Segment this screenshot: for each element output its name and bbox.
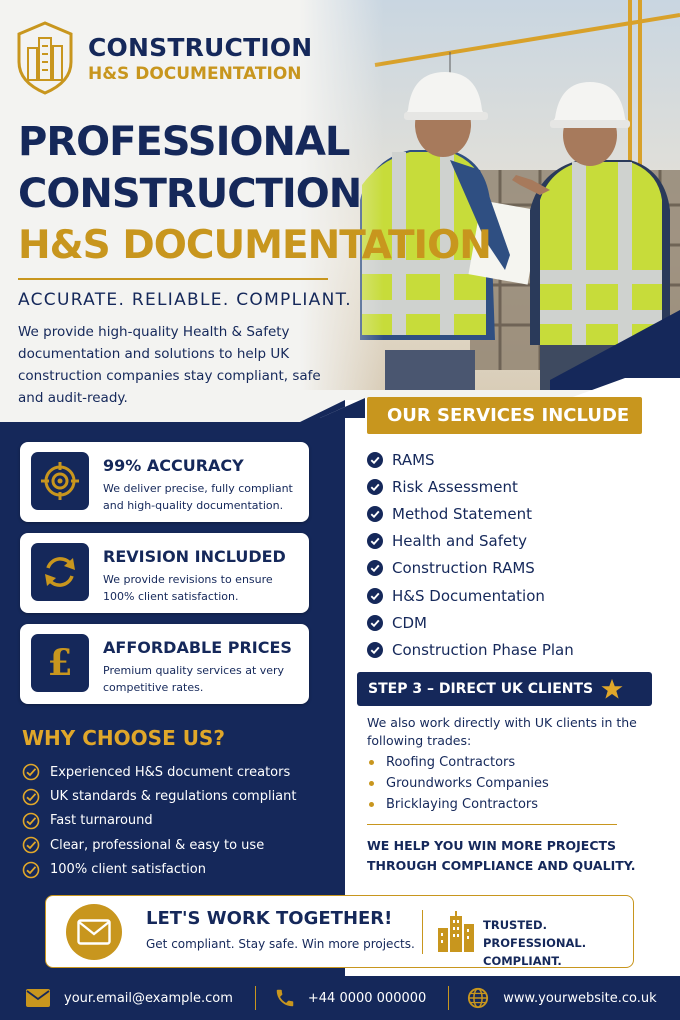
feature-desc: Premium quality services at very competitive rates.: [103, 664, 285, 694]
list-item: Health and Safety: [367, 528, 574, 555]
divider: [18, 278, 328, 280]
step-description: We also work directly with UK clients in the following trades:: [367, 715, 637, 748]
footer: [0, 976, 680, 1020]
envelope-icon: [26, 989, 50, 1007]
shield-building-logo: [16, 20, 74, 96]
divider: [422, 910, 423, 954]
trades-list: [367, 752, 549, 815]
list-item: Risk Assessment: [367, 473, 574, 500]
feature-card-revision: [20, 533, 309, 613]
globe-icon: [467, 987, 489, 1009]
brand: [16, 20, 312, 96]
check-circle-icon: [22, 788, 40, 806]
refresh-icon: [31, 543, 89, 601]
list-item: Clear, professional & easy to use: [22, 833, 297, 857]
headline-line-2: CONSTRUCTION: [18, 171, 362, 217]
cta-subtitle: Get compliant. Stay safe. Win more projects.: [146, 937, 415, 951]
check-circle-icon: [22, 812, 40, 830]
check-circle-icon: [367, 506, 383, 522]
why-choose-title: WHY CHOOSE US?: [22, 726, 225, 750]
cta-title: LET'S WORK TOGETHER!: [146, 908, 393, 929]
list-item: 100% client satisfaction: [22, 858, 297, 882]
check-circle-icon: [367, 615, 383, 631]
check-circle-icon: [367, 588, 383, 604]
intro-text: We provide high-quality Health & Safety documentation and solutions to help UK construction companies stay compliant, safe and audit-ready.: [18, 324, 321, 406]
check-circle-icon: [367, 560, 383, 576]
headline-line-1: PROFESSIONAL: [18, 119, 350, 165]
pound-icon: £: [31, 634, 89, 692]
cta-card: [45, 895, 634, 968]
step-title: STEP 3 – DIRECT UK CLIENTS: [368, 681, 594, 697]
step-3-banner: [357, 672, 652, 706]
list-item: Groundworks Companies: [367, 773, 549, 794]
bullet-icon: [369, 802, 374, 807]
list-item: Roofing Contractors: [367, 752, 549, 773]
services-list: [367, 446, 574, 664]
feature-desc: We deliver precise, fully compliant and high-quality documentation.: [103, 482, 293, 512]
why-choose-list: [22, 760, 297, 882]
list-item: Construction Phase Plan: [367, 636, 574, 663]
divider: [448, 986, 449, 1010]
brand-subname: H&S DOCUMENTATION: [88, 63, 302, 84]
trust-statement: TRUSTED. PROFESSIONAL. COMPLIANT.: [483, 918, 587, 968]
list-item: Bricklaying Contractors: [367, 794, 549, 815]
list-item: CDM: [367, 609, 574, 636]
bullet-icon: [369, 781, 374, 786]
brand-name: CONSTRUCTION: [88, 32, 313, 62]
divider: [367, 824, 617, 825]
footer-phone[interactable]: +44 0000 000000: [274, 987, 426, 1009]
check-circle-icon: [22, 861, 40, 879]
list-item: RAMS: [367, 446, 574, 473]
list-item: Fast turnaround: [22, 809, 297, 833]
check-circle-icon: [367, 533, 383, 549]
services-banner: OUR SERVICES INCLUDE: [367, 397, 642, 434]
headline: [18, 116, 491, 272]
feature-desc: We provide revisions to ensure 100% client satisfaction.: [103, 573, 273, 603]
feature-title: REVISION INCLUDED: [103, 547, 286, 566]
check-circle-icon: [367, 452, 383, 468]
footer-website[interactable]: www.yourwebsite.co.uk: [467, 987, 656, 1009]
buildings-icon: [436, 910, 476, 952]
headline-line-3: H&S DOCUMENTATION: [18, 223, 491, 268]
check-circle-icon: [22, 836, 40, 854]
feature-title: 99% ACCURACY: [103, 456, 244, 475]
footer-email[interactable]: your.email@example.com: [26, 989, 233, 1007]
bullet-icon: [369, 760, 374, 765]
envelope-icon: [66, 904, 122, 960]
check-circle-icon: [367, 642, 383, 658]
list-item: Method Statement: [367, 500, 574, 527]
feature-card-prices: [20, 624, 309, 704]
check-circle-icon: [22, 763, 40, 781]
feature-title: AFFORDABLE PRICES: [103, 638, 292, 657]
list-item: H&S Documentation: [367, 582, 574, 609]
check-circle-icon: [367, 479, 383, 495]
tagline: ACCURATE. RELIABLE. COMPLIANT.: [18, 290, 353, 310]
list-item: Construction RAMS: [367, 555, 574, 582]
feature-card-accuracy: [20, 442, 309, 522]
win-statement: WE HELP YOU WIN MORE PROJECTS THROUGH COMPLIANCE AND QUALITY.: [367, 838, 636, 873]
star-icon: [601, 678, 623, 700]
phone-icon: [274, 987, 296, 1009]
list-item: UK standards & regulations compliant: [22, 784, 297, 808]
divider: [255, 986, 256, 1010]
list-item: Experienced H&S document creators: [22, 760, 297, 784]
target-icon: [31, 452, 89, 510]
